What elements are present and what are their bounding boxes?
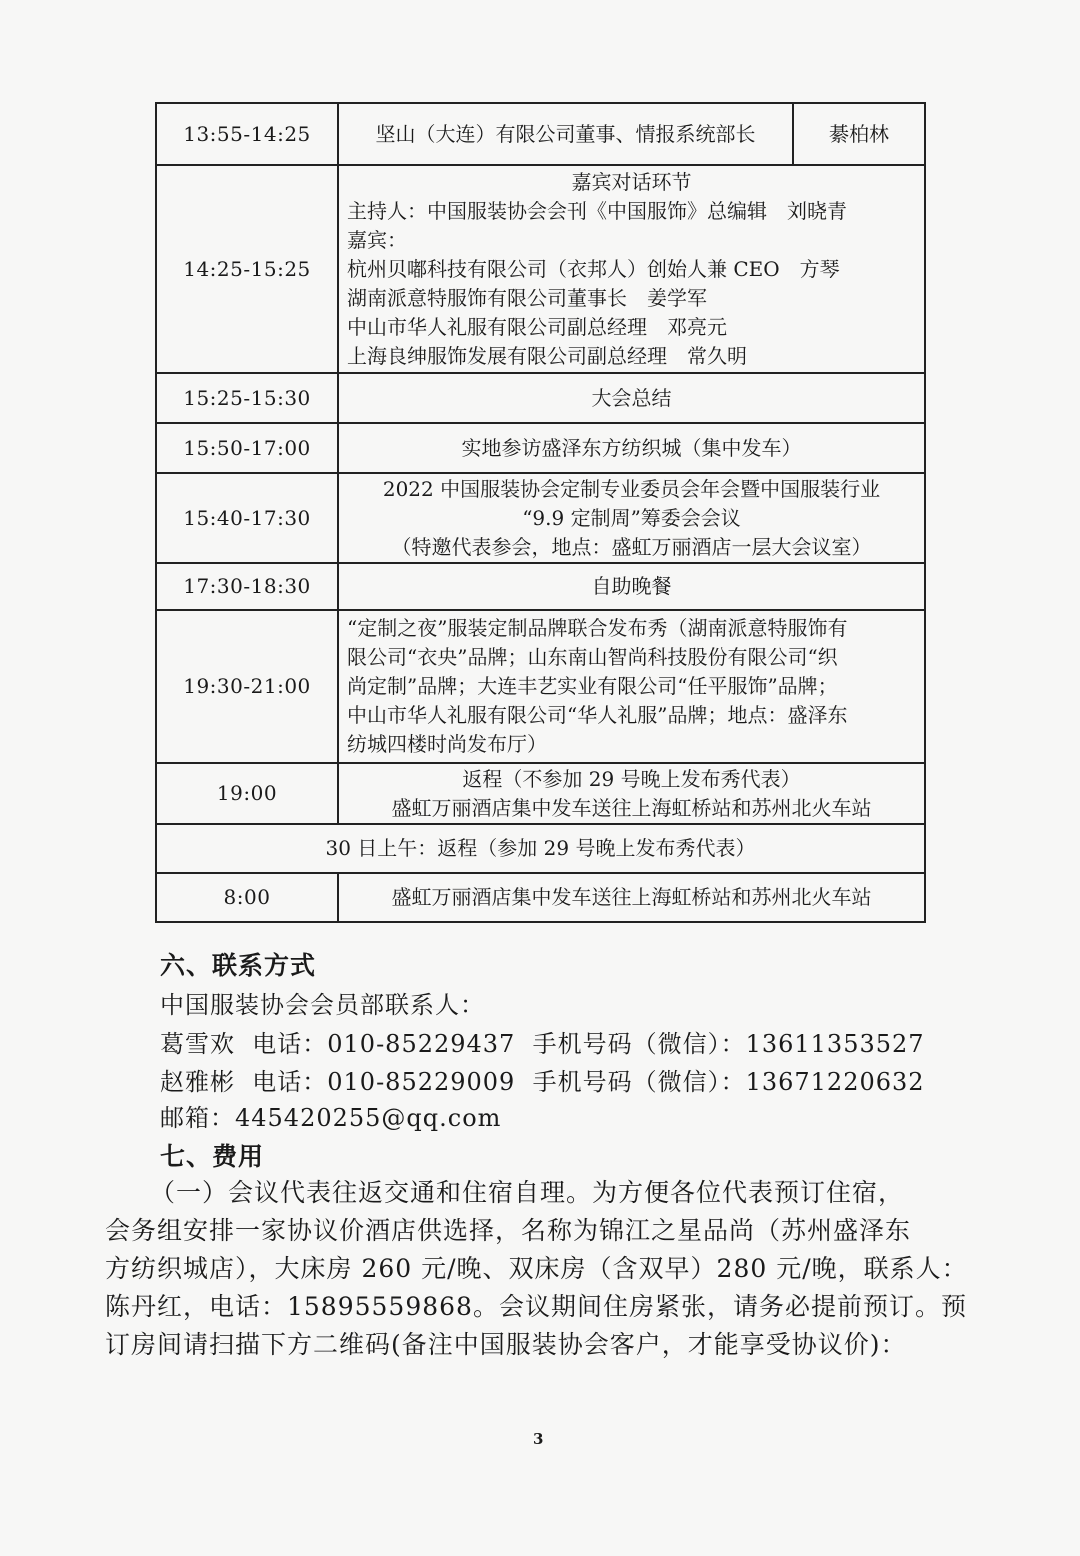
time-cell: 15:50-17:00 [156,423,338,473]
paragraph-line: 陈丹红，电话：15895559868。会议期间住房紧张，请务必提前预订。预 [105,1292,967,1321]
time-cell: 15:40-17:30 [156,473,338,563]
agenda-cell: 自助晚餐 [338,563,925,610]
agenda-line: 主持人：中国服装协会会刊《中国服饰》总编辑 刘晓青 [347,198,847,223]
agenda-cell: 坚山（大连）有限公司董事、情报系统部长 [338,103,793,165]
agenda-line: 嘉宾对话环节 [571,169,692,194]
time-cell: 13:55-14:25 [156,103,338,165]
table-row [156,563,925,610]
agenda-line: 限公司“衣央”品牌；山东南山智尚科技股份有限公司“织 [347,645,838,669]
agenda-line: 嘉宾： [347,227,407,252]
agenda-line: 盛虹万丽酒店集中发车送往上海虹桥站和苏州北火车站 [391,795,872,820]
contact-email: 邮箱：445420255@qq.com [160,1104,502,1132]
table-row [156,103,925,165]
time-cell: 19:00 [156,763,338,824]
agenda-line: 中山市华人礼服有限公司“华人礼服”品牌；地点：盛泽东 [347,703,848,727]
agenda-line: 上海良绅服饰发展有限公司副总经理 常久明 [347,343,747,368]
merged-row-cell: 30 日上午：返程（参加 29 号晚上发布秀代表） [156,824,925,873]
table-row [156,423,925,473]
agenda-line: （特邀代表参会，地点：盛虹万丽酒店一层大会议室） [391,534,872,559]
fees-paragraph [105,1174,975,1364]
agenda-line: 尚定制”品牌；大连丰艺实业有限公司“任平服饰”品牌； [347,674,838,698]
table-row [156,373,925,423]
paragraph-line: 方纺织城店），大床房 260 元/晚、双床房（含双早）280 元/晚，联系人： [105,1254,968,1283]
paragraph-line: 订房间请扫描下方二维码(备注中国服装协会客户，才能享受协议价)： [105,1330,907,1359]
agenda-cell [338,473,925,563]
contact-intro: 中国服装协会会员部联系人： [160,991,485,1019]
agenda-cell [338,763,925,824]
agenda-line: 返程（不参加 29 号晚上发布秀代表） [462,766,801,791]
agenda-line: “9.9 定制周”筹委会会议 [522,505,741,530]
section-heading-fees: 七、费用 [160,1142,265,1171]
time-cell: 8:00 [156,873,338,922]
time-cell: 19:30-21:00 [156,610,338,763]
contact-line: 葛雪欢 电话：010-85229437 手机号码（微信）：13611353527 [160,1030,925,1058]
agenda-line: 纺城四楼时尚发布厅） [347,732,547,756]
agenda-cell [338,165,925,373]
agenda-line: 中山市华人礼服有限公司副总经理 邓亮元 [347,314,727,339]
table-row [156,473,925,563]
table-row [156,824,925,873]
agenda-line: 杭州贝嘟科技有限公司（衣邦人）创始人兼 CEO 方琴 [347,256,840,281]
time-cell: 15:25-15:30 [156,373,338,423]
time-cell: 17:30-18:30 [156,563,338,610]
agenda-line: 2022 中国服装协会定制专业委员会年会暨中国服装行业 [382,476,881,501]
contact-line: 赵雅彬 电话：010-85229009 手机号码（微信）：13671220632 [160,1068,925,1096]
agenda-line: “定制之夜”服装定制品牌联合发布秀（湖南派意特服饰有 [347,616,848,640]
agenda-cell: 大会总结 [338,373,925,423]
agenda-line: 湖南派意特服饰有限公司董事长 姜学军 [347,285,707,310]
table-row [156,165,925,373]
agenda-cell: 盛虹万丽酒店集中发车送往上海虹桥站和苏州北火车站 [338,873,925,922]
page-number: 3 [533,1430,544,1448]
time-cell: 14:25-15:25 [156,165,338,373]
agenda-cell [338,610,925,763]
paragraph-line: （一）会议代表往返交通和住宿自理。为方便各位代表预订住宿， [150,1178,905,1207]
section-heading-contact: 六、联系方式 [160,951,317,980]
table-row [156,763,925,824]
paragraph-line: 会务组安排一家协议价酒店供选择，名称为锦江之星品尚（苏州盛泽东 [105,1216,912,1245]
table-row [156,610,925,763]
agenda-cell: 实地参访盛泽东方纺织城（集中发车） [338,423,925,473]
speaker-cell: 綦柏林 [793,103,925,165]
schedule-table [155,102,926,923]
table-row [156,873,925,922]
